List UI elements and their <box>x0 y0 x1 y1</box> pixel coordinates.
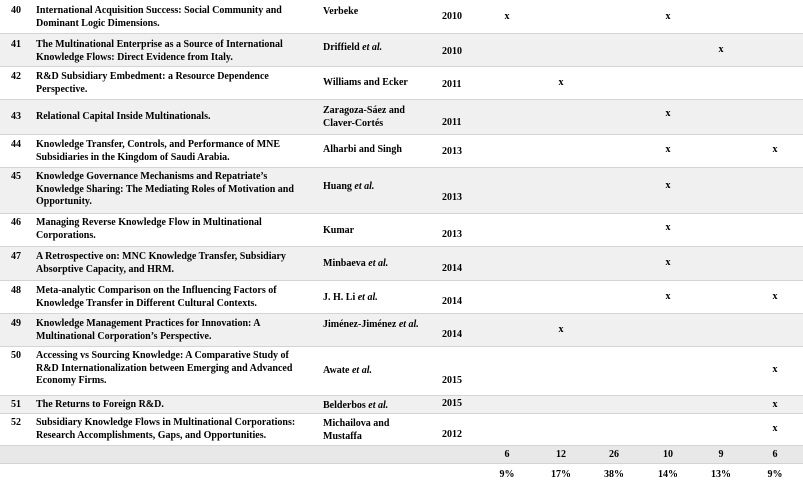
paper-title: R&D Subsidiary Embedment: a Resource Dependence Perspective. <box>36 71 269 95</box>
row-number: 45 <box>11 171 21 182</box>
paper-authors: Michailova and Mustaffa <box>323 418 390 442</box>
category-mark: x <box>772 364 778 375</box>
paper-title: A Retrospective on: MNC Knowledge Transfer, Subsidiary Absorptive Capacity, and HRM. <box>36 251 286 275</box>
table-row <box>0 347 803 396</box>
category-mark: x <box>504 11 510 22</box>
author-et-al: et al. <box>362 42 383 53</box>
category-mark: x <box>558 324 564 335</box>
row-number: 48 <box>11 285 21 296</box>
table-row <box>0 247 803 281</box>
category-mark: x <box>772 423 778 434</box>
paper-authors: Belderbos et al. <box>323 400 389 411</box>
row-number: 51 <box>11 399 21 410</box>
paper-year: 2014 <box>442 263 462 274</box>
category-mark: x <box>772 291 778 302</box>
category-total: 6 <box>504 449 510 460</box>
row-number: 41 <box>11 39 21 50</box>
paper-authors: Jiménez-Jiménez et al. <box>323 319 419 330</box>
paper-authors: Kumar <box>323 225 355 236</box>
paper-year: 2014 <box>442 329 462 340</box>
category-mark: x <box>772 144 778 155</box>
paper-title: The Multinational Enterprise as a Source of International Knowledge Flows: Direct Evidence from Italy. <box>36 39 283 63</box>
row-number: 52 <box>11 417 21 428</box>
row-number: 43 <box>11 111 21 122</box>
category-total: 12 <box>556 449 566 460</box>
category-mark: x <box>772 399 778 410</box>
paper-title: The Returns to Foreign R&D. <box>36 399 164 410</box>
row-number: 47 <box>11 251 21 262</box>
category-mark: x <box>665 257 671 268</box>
category-percentage: 9% <box>767 469 783 480</box>
paper-title: Managing Reverse Knowledge Flow in Multinational Corporations. <box>36 217 262 241</box>
category-mark: x <box>665 11 671 22</box>
row-number: 50 <box>11 350 21 361</box>
category-total: 10 <box>663 449 673 460</box>
paper-year: 2010 <box>442 11 462 22</box>
category-mark: x <box>665 180 671 191</box>
table-row <box>0 396 803 414</box>
author-et-al: et al. <box>398 319 419 330</box>
percentages-row <box>0 464 803 488</box>
category-percentage: 13% <box>711 469 731 480</box>
category-mark: x <box>665 108 671 119</box>
category-percentage: 38% <box>604 469 624 480</box>
table-row <box>0 135 803 168</box>
category-mark: x <box>665 144 671 155</box>
author-et-al: et al. <box>354 181 375 192</box>
row-number: 44 <box>11 139 21 150</box>
paper-authors: J. H. Li et al. <box>323 292 378 303</box>
table-row <box>0 314 803 347</box>
paper-year: 2011 <box>442 117 462 128</box>
author-et-al: et al. <box>357 292 378 303</box>
paper-year: 2012 <box>442 429 462 440</box>
author-et-al: et al. <box>368 400 389 411</box>
category-mark: x <box>665 222 671 233</box>
paper-title: Subsidiary Knowledge Flows in Multinational Corporations: Research Accomplishments, Gaps, and Opportunities. <box>36 417 296 441</box>
table-row <box>0 168 803 214</box>
row-number: 42 <box>11 71 21 82</box>
paper-title: Accessing vs Sourcing Knowledge: A Comparative Study of R&D Internationalization between Emerging and Advanced Economy Firms. <box>36 350 293 386</box>
paper-year: 2013 <box>442 192 462 203</box>
row-number: 46 <box>11 217 21 228</box>
category-mark: x <box>558 77 564 88</box>
paper-authors: Verbeke <box>323 6 359 17</box>
paper-year: 2014 <box>442 296 462 307</box>
category-mark: x <box>665 291 671 302</box>
category-percentage: 14% <box>658 469 678 480</box>
paper-authors: Zaragoza-Sáez and Claver-Cortés <box>323 105 405 129</box>
category-percentage: 9% <box>499 469 515 480</box>
paper-title: Knowledge Transfer, Controls, and Performance of MNE Subsidiaries in the Kingdom of Saudi Arabia. <box>36 139 281 163</box>
row-number: 49 <box>11 318 21 329</box>
table-row <box>0 281 803 314</box>
table-row <box>0 100 803 135</box>
table-row <box>0 214 803 247</box>
category-total: 6 <box>772 449 778 460</box>
category-percentage: 17% <box>551 469 571 480</box>
paper-title: Relational Capital Inside Multinationals. <box>36 111 211 122</box>
paper-year: 2013 <box>442 229 462 240</box>
table-row <box>0 0 803 34</box>
paper-authors: Alharbi and Singh <box>323 144 402 155</box>
paper-year: 2011 <box>442 79 462 90</box>
paper-title: Knowledge Governance Mechanisms and Repatriate’s Knowledge Sharing: The Mediating Roles of Motivation and Opportunity. <box>36 171 294 207</box>
paper-year: 2013 <box>442 146 462 157</box>
table-row <box>0 34 803 67</box>
category-total: 9 <box>718 449 724 460</box>
author-et-al: et al. <box>351 365 372 376</box>
paper-authors: Minbaeva et al. <box>323 258 389 269</box>
paper-year: 2015 <box>442 398 462 409</box>
paper-authors: Driffield et al. <box>323 42 383 53</box>
author-et-al: et al. <box>368 258 389 269</box>
totals-row <box>0 446 803 464</box>
paper-authors: Awate et al. <box>323 365 372 376</box>
paper-title: Meta-analytic Comparison on the Influencing Factors of Knowledge Transfer in Different Cultural Contexts. <box>36 285 277 309</box>
table-row <box>0 414 803 446</box>
row-number: 40 <box>11 5 21 16</box>
paper-title: International Acquisition Success: Social Community and Dominant Logic Dimensions. <box>36 5 282 29</box>
table-row <box>0 67 803 100</box>
category-total: 26 <box>609 449 619 460</box>
paper-title: Knowledge Management Practices for Innovation: A Multinational Corporation’s Perspective. <box>36 318 261 342</box>
paper-year: 2010 <box>442 46 462 57</box>
category-mark: x <box>718 44 724 55</box>
paper-year: 2015 <box>442 375 462 386</box>
paper-authors: Huang et al. <box>323 181 375 192</box>
paper-authors: Williams and Ecker <box>323 77 408 88</box>
